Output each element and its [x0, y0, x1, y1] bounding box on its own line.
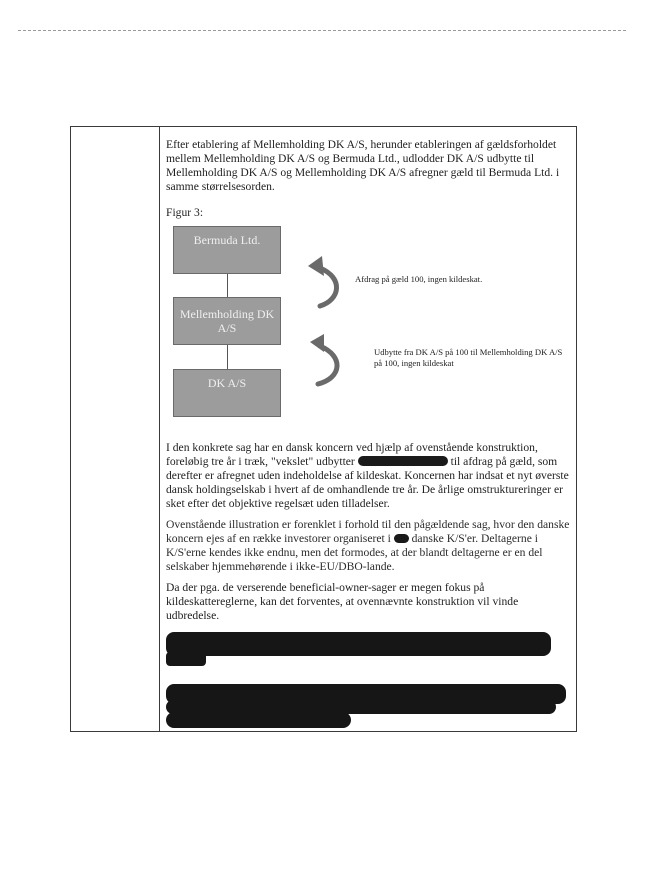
top-scan-rule	[18, 30, 626, 31]
figure-label: Figur 3:	[166, 206, 204, 219]
box-bermuda	[173, 226, 281, 274]
connector-line-bottom	[227, 345, 228, 369]
redaction-block	[166, 652, 206, 666]
box-mellemholding-label: Mellemholding DK A/S	[179, 307, 275, 335]
paragraph-4: Da der pga. de verserende beneficial-owner-sager er megen fokus på kildeskattereglerne, kan det forventes, at ovennævnte konstruktion vil vinde udbredelse.	[166, 581, 519, 622]
curved-arrow-up-icon	[298, 250, 354, 312]
paragraph-1: Efter etablering af Mellemholding DK A/S, herunder etableringen af gældsforholdet mellem Mellemholding DK A/S og Bermuda Ltd., udlodder DK A/S udbytte til Mellemholding DK A/S og Mellemholding DK A/S afregner gæld til Bermuda Ltd. i samme størrelsesorden.	[166, 138, 560, 193]
redaction-block	[166, 712, 351, 728]
paragraph-2	[166, 441, 571, 511]
redaction-inline-small	[394, 534, 409, 543]
curved-arrow-up-icon	[298, 330, 354, 392]
connector-line-top	[227, 274, 228, 297]
redaction-block	[166, 632, 551, 656]
box-dk	[173, 369, 281, 417]
paragraph-3	[166, 518, 571, 574]
frame-column-divider	[159, 126, 160, 732]
note-udbytte: Udbytte fra DK A/S på 100 til Mellemholding DK A/S på 100, ingen kildeskat	[374, 347, 563, 368]
note-afdrag: Afdrag på gæld 100, ingen kildeskat.	[355, 274, 483, 284]
box-mellemholding	[173, 297, 281, 345]
box-bermuda-label: Bermuda Ltd.	[193, 233, 261, 247]
paragraph-2-end: til afdrag på gæld, som derefter er afregnet uden indeholdelse af kildeskat. Koncernen har indsat et nyt øverste dansk holdingselskab i hvert af de omhandlende tre år. De årlige omstruktureringer er sket efter det objektive regelsæt uden tilladelser.	[166, 455, 569, 510]
paragraph-2-start: I den konkrete sag har en dansk koncern ved hjælp af ovenstående konstruktion, foreløbig tre år i træk, "vekslet" udbytter	[166, 441, 538, 468]
box-dk-label: DK A/S	[207, 376, 247, 390]
redaction-inline	[358, 456, 448, 466]
paragraph-3-start: Ovenstående illustration er forenklet i forhold til den pågældende sag, hvor den danske koncern ejes af en række investorer organiseret i	[166, 518, 570, 545]
paragraph-3-end: danske K/S'er. Deltagerne i K/S'erne kendes ikke endnu, men det formodes, at der blandt deltagerne er en del selskaber hjemmehørende i ikke-EU/DBO-lande.	[166, 532, 543, 573]
